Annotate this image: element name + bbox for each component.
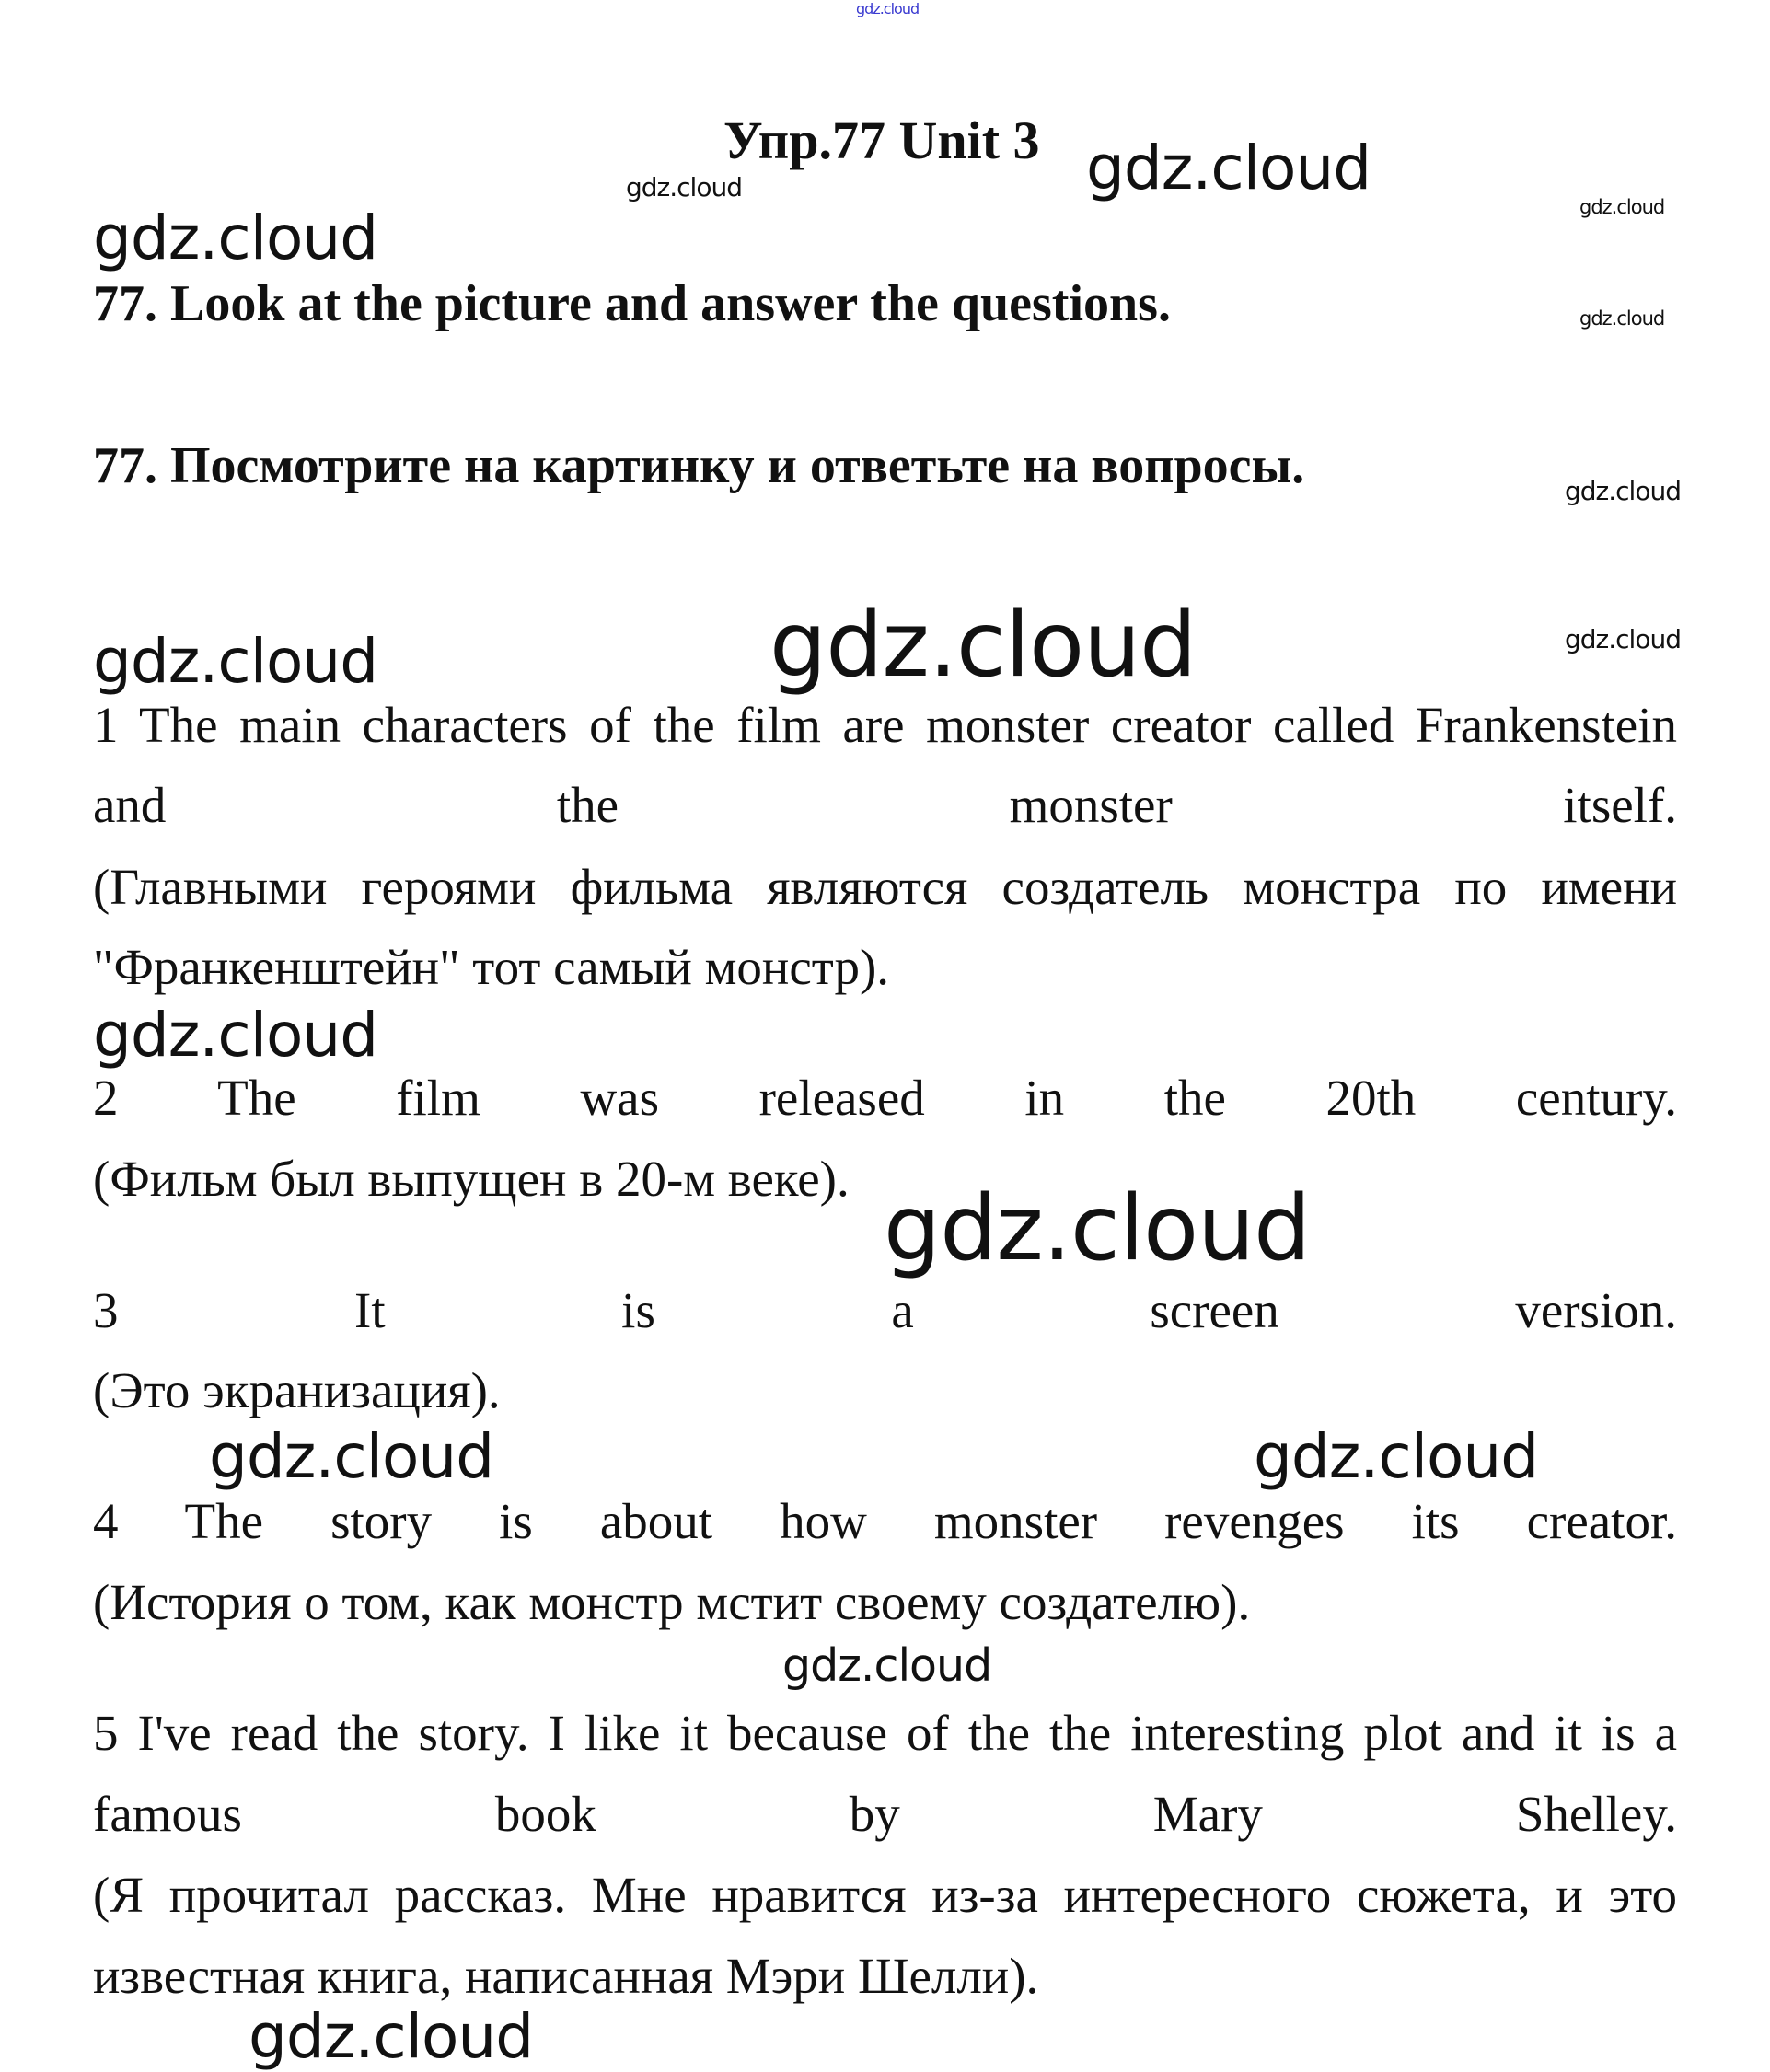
watermark: gdz.cloud — [884, 1176, 1311, 1281]
answer-4-line-1: 4 The story is about how monster revenges its creator. — [93, 1493, 1677, 1549]
answer-1-line-3: (Главными героями фильма являются создатель монстра по имени — [93, 859, 1677, 915]
answer-2-line-1: 2 The film was released in the 20th century. — [93, 1070, 1677, 1126]
watermark: gdz.cloud — [249, 2001, 534, 2072]
answer-1-line-2: and the monster itself. — [93, 777, 1677, 833]
watermark: gdz.cloud — [626, 172, 742, 203]
watermark: gdz.cloud — [1086, 133, 1371, 203]
answer-5-line-4: известная книга, написанная Мэри Шелли). — [93, 1948, 1039, 2004]
watermark: gdz.cloud — [1579, 307, 1665, 330]
watermark-link[interactable]: gdz.cloud — [856, 0, 920, 17]
answer-2-line-2: (Фильм был выпущен в 20-м веке). — [93, 1151, 850, 1207]
answer-5-line-3: (Я прочитал рассказ. Мне нравится из-за интересного сюжета, и это — [93, 1867, 1677, 1923]
answer-3-line-1: 3 It is a screen version. — [93, 1282, 1677, 1338]
answer-1-line-1: 1 The main characters of the film are monster creator called Frankenstein — [93, 697, 1677, 753]
answer-5-line-2: famous book by Mary Shelley. — [93, 1786, 1677, 1842]
watermark: gdz.cloud — [1565, 476, 1681, 506]
watermark: gdz.cloud — [782, 1639, 992, 1692]
page-title: Упр.77 Unit 3 — [723, 110, 1040, 170]
answer-5-line-1: 5 I've read the story. I like it because of the the interesting plot and it is a — [93, 1705, 1677, 1761]
watermark: gdz.cloud — [93, 626, 378, 697]
answer-1-line-4: "Франкенштейн" тот самый монстр). — [93, 939, 890, 995]
watermark: gdz.cloud — [93, 1000, 378, 1071]
heading-ru: 77. Посмотрите на картинку и ответьте на вопросы. — [93, 437, 1305, 494]
watermark: gdz.cloud — [769, 593, 1197, 698]
answer-4-line-2: (История о том, как монстр мстит своему создателю). — [93, 1574, 1251, 1630]
heading-en: 77. Look at the picture and answer the questions. — [93, 275, 1171, 332]
answer-3-line-2: (Это экранизация). — [93, 1362, 501, 1418]
watermark: gdz.cloud — [93, 203, 378, 273]
watermark: gdz.cloud — [1565, 624, 1681, 654]
watermark: gdz.cloud — [1579, 196, 1665, 218]
watermark: gdz.cloud — [1254, 1421, 1539, 1492]
watermark: gdz.cloud — [209, 1421, 494, 1492]
